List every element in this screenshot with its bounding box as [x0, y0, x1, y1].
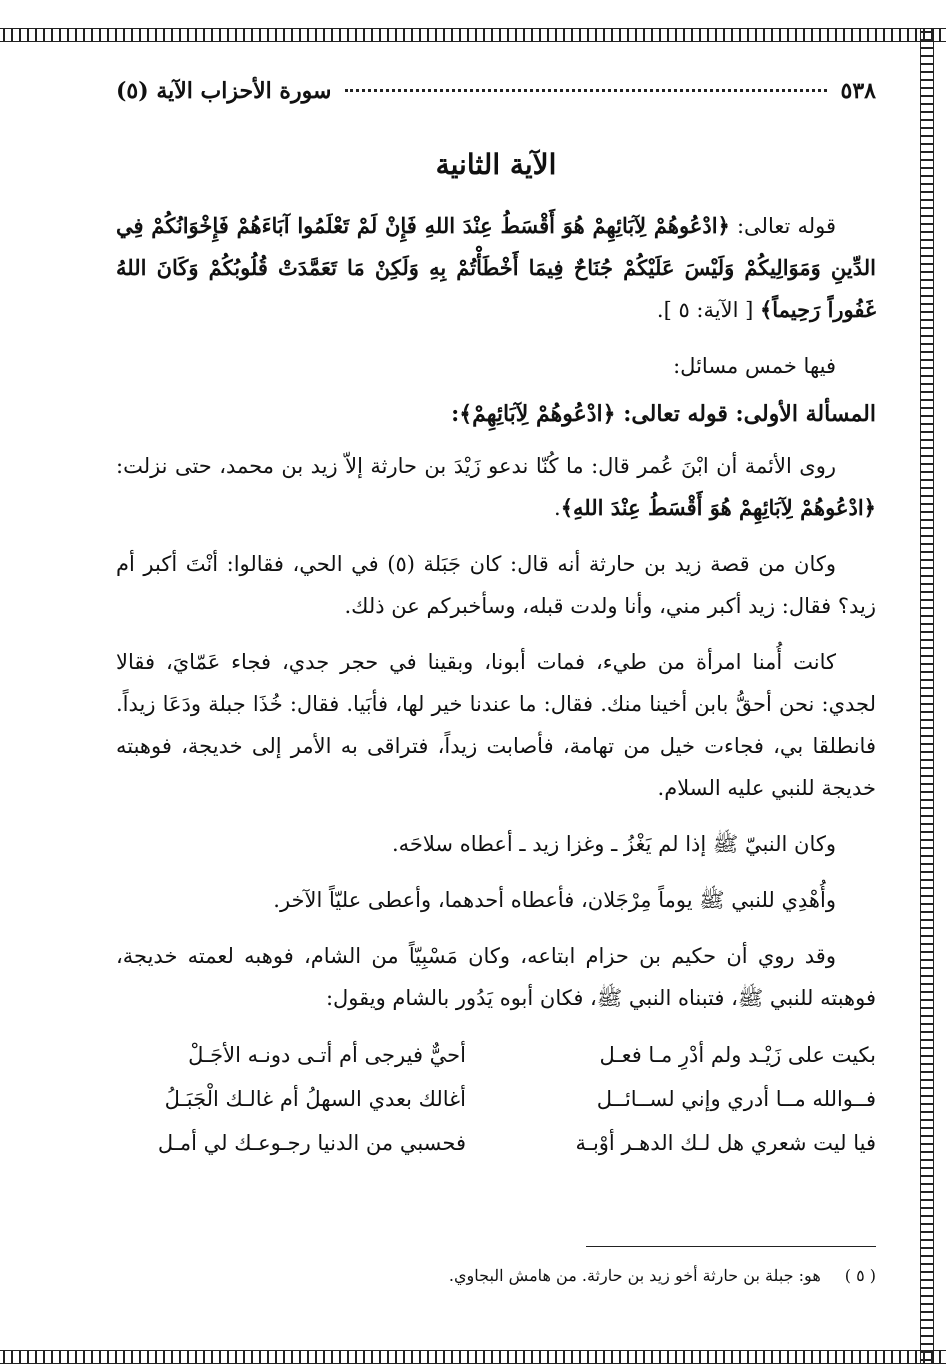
page-content [116, 78, 876, 1165]
paragraph-5: وأُهْدِي للنبي ﷺ يوماً مِرْجَلان، فأعطاه أحدهما، وأعطى عليّاً الآخر. [273, 888, 836, 912]
section-title: الآية الثانية [435, 148, 557, 181]
issue-heading-tail: : [451, 401, 460, 427]
intro-paragraph [116, 205, 876, 331]
footnote-marker: ( ٥ ) [844, 1266, 876, 1285]
header-dots [345, 89, 826, 92]
page-number: ٥٣٨ [840, 78, 876, 104]
paragraph-2: وكان من قصة زيد بن حارثة أنه قال: كان جَبَلة (٥) في الحي، فقالوا: أنْتَ أكبر أم زيد؟ فقال: زيد أكبر مني، وأنا ولدت قبله، وسأخبركم عن ذلك. [116, 552, 876, 618]
paragraph-6: وقد روي أن حكيم بن حزام ابتاعه، وكان مَسْبِيّاً من الشام، فوهبه لعمته خديجة، فوهبته للنبي ﷺ، فتبناه النبي ﷺ، فكان أبوه يَدُور بالشام ويقول: [116, 944, 876, 1010]
footnote-rule [586, 1246, 876, 1247]
issue-heading [116, 393, 876, 435]
poem-verse-second-hemistich: أحيٌّ فيرجى أم أتـى دونـه الأجَـلْ [188, 1043, 466, 1067]
poem-verse-second-hemistich: فحسبي من الدنيا رجـوعـك لي أمـل [157, 1131, 466, 1155]
ornamental-border-bottom [0, 1350, 946, 1364]
paragraph-1-verse: ﴿ادْعُوهُمْ لِآبَائِهِمْ هُوَ أَقْسَطُ عِنْدَ اللهِ﴾ [560, 495, 876, 520]
issue-heading-label: المسألة الأولى: قوله تعالى: [615, 401, 876, 427]
intro-lead: قوله تعالى: [729, 214, 836, 238]
paragraph-1-tail: . [554, 496, 561, 520]
poem-verse-first-hemistich: بكيت على زَيْـد ولم أدْرِ مـا فعـل [599, 1043, 876, 1067]
ornamental-border-right [920, 28, 934, 1364]
intro-verse: ﴿ادْعُوهُمْ لِآبَائِهِمْ هُوَ أَقْسَطُ عِنْدَ اللهِ فَإِنْ لَمْ تَعْلَمُوا آبَاءَهُمْ فَإِخْوَانُكُمْ فِي الدِّينِ وَمَوَالِيكُمْ وَلَيْسَ عَلَيْكُمْ جُنَاحٌ فِيمَا أَخْطَأْتُمْ بِهِ وَلَكِنْ مَا تَعَمَّدَتْ قُلُوبُكُمْ وَكَانَ اللهُ غَفُوراً رَحِيماً﴾ [116, 213, 876, 322]
issues-count: فيها خمس مسائل: [673, 354, 836, 378]
poem-verse-second-hemistich: أغالك بعدي السهلُ أم غالـك الْجَبَـلُ [164, 1087, 466, 1111]
paragraph-1-text: روى الأئمة أن ابْنَ عُمر قال: ما كُنّا ندعو زَيْدَ بن حارثة إلاّ زيد بن محمد، حتى نزلت: [116, 454, 836, 478]
poem [116, 1033, 876, 1165]
footnote [449, 1266, 876, 1285]
poem-verse-first-hemistich: فيا ليت شعري هل لـك الدهـر أوْبـة [575, 1131, 876, 1155]
page-header [116, 78, 876, 118]
paragraph-1 [116, 445, 876, 529]
paragraph-3: كانت أُمنا امرأة من طيء، فمات أبونا، وبقينا في حجر جدي، فجاء عَمّايَ، فقالا لجدي: نحن أحقُّ بابن أخينا منك. فقال: ما عندنا خير لها، فأبَيا. فقال: خُذَا جبلة ودَعَا زيداً. فانطلقا بي، فجاءت خيل من تهامة، فأصابت زيداً، فتراقى به الأمر إلى خديجة، فوهبته خديجة للنبي عليه السلام. [116, 650, 876, 800]
issue-heading-verse: ﴿ادْعُوهُمْ لِآبَائِهِمْ﴾ [459, 401, 616, 427]
footnote-text: هو: جبلة بن حارثة أخو زيد بن حارثة. من هامش البجاوي. [448, 1266, 821, 1285]
ornamental-border-top [0, 28, 946, 42]
running-title: سورة الأحزاب الآية (٥) [116, 78, 332, 104]
paragraph-4: وكان النبيّ ﷺ إذا لم يَغْزُ ـ وغزا زيد ـ أعطاه سلاحَه. [391, 832, 836, 856]
poem-verse-first-hemistich: فــوالله مــا أدري وإني لســائــل [596, 1087, 876, 1111]
intro-ref: [ الآية: ٥ ]. [656, 298, 760, 322]
